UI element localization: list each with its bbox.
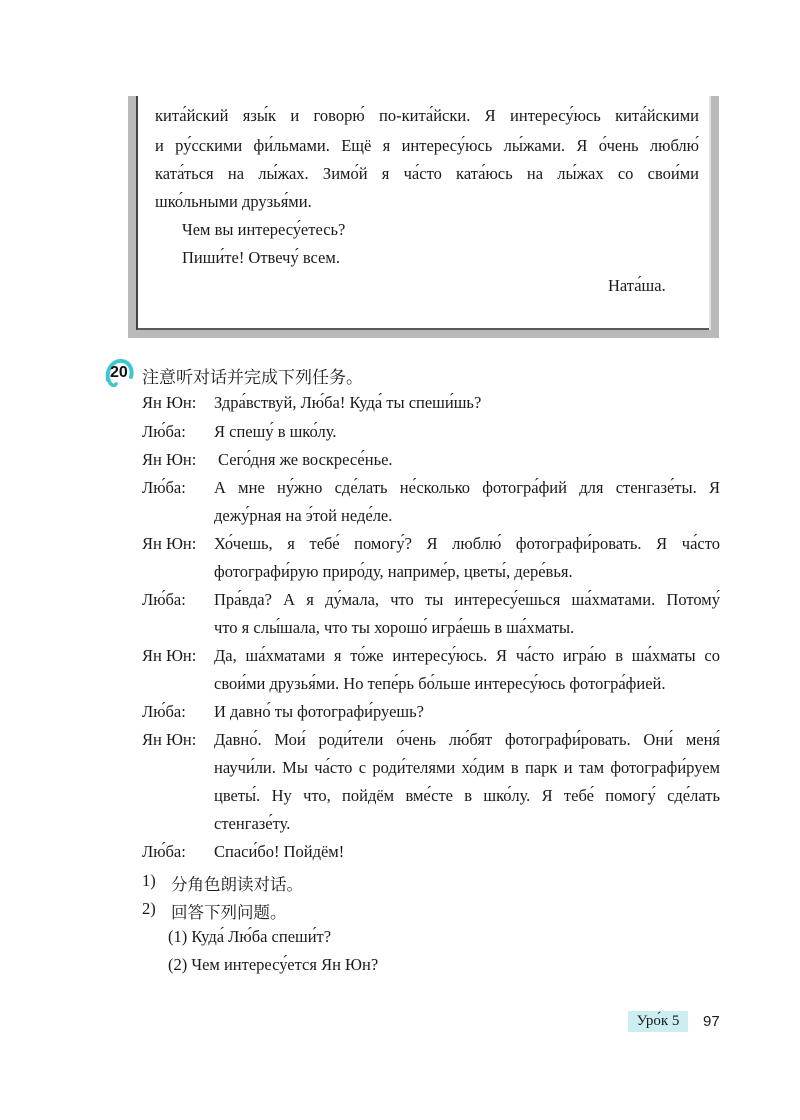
speaker-4: Лю́ба: — [142, 478, 186, 497]
replica-9-line-1: Давно́. Мои́ роди́тели о́чень лю́бят фотографи́ровать. Они́ меня́ — [214, 730, 720, 749]
replica-8: И давно́ ты фотографи́руешь? — [214, 702, 424, 721]
letter-signature: Ната́ша. — [608, 276, 666, 295]
speaker-9: Ян Юн: — [142, 730, 197, 749]
replica-5-line-1: Хо́чешь, я тебе́ помогу́? Я люблю́ фотографи́ровать. Я ча́сто — [214, 534, 720, 553]
speaker-10: Лю́ба: — [142, 842, 186, 861]
replica-9-line-2: научи́ли. Мы ча́сто с роди́телями хо́дим в парк и там фотографи́руем — [214, 758, 720, 777]
lesson-label: Уро́к 5 — [628, 1011, 688, 1032]
replica-7-line-1: Да, ша́хматами я то́же интересу́юсь. Я ча́сто игра́ю в ша́хматы со — [214, 646, 720, 665]
letter-line-4: шко́льными друзья́ми. — [155, 192, 312, 211]
speaker-3: Ян Юн: — [142, 450, 197, 469]
speaker-5: Ян Юн: — [142, 534, 197, 553]
page-number: 97 — [703, 1013, 720, 1030]
letter-box — [128, 96, 719, 338]
letter-line-2: и ру́сскими фи́льмами. Ещё я интересу́юсь лы́жами. Я о́чень люблю́ — [155, 136, 699, 155]
task-1-number: 1) — [142, 871, 156, 890]
task-1-text: 分角色朗读对话。 — [171, 875, 303, 894]
letter-line-5: Чем вы интересу́етесь? — [182, 220, 346, 239]
speaker-1: Ян Юн: — [142, 393, 197, 412]
replica-9-line-4: стенгазе́ту. — [214, 814, 291, 833]
replica-10: Спаси́бо! Пойдём! — [214, 842, 345, 861]
speaker-6: Лю́ба: — [142, 590, 186, 609]
replica-1: Здра́вствуй, Лю́ба! Куда́ ты спеши́шь? — [214, 393, 482, 412]
speaker-7: Ян Юн: — [142, 646, 197, 665]
speaker-2: Лю́ба: — [142, 422, 186, 441]
replica-2: Я спешу́ в шко́лу. — [214, 422, 337, 441]
question-1: (1) Куда́ Лю́ба спеши́т? — [168, 927, 332, 946]
question-2: (2) Чем интересу́ется Ян Юн? — [168, 955, 379, 974]
letter-line-3: ката́ться на лы́жах. Зимо́й я ча́сто ката́юсь на лы́жах со свои́ми — [155, 164, 699, 183]
replica-4-line-1: А мне ну́жно сде́лать не́сколько фотогра́фий для стенгазе́ты. Я — [214, 478, 720, 497]
exercise-instruction: 注意听对话并完成下列任务。 — [142, 368, 363, 387]
replica-3: Сего́дня же воскресе́нье. — [218, 450, 393, 469]
speaker-8: Лю́ба: — [142, 702, 186, 721]
replica-6-line-1: Пра́вда? А я ду́мала, что ты интересу́ешься ша́хматами. Потому́ — [214, 590, 720, 609]
task-2-text: 回答下列问题。 — [171, 903, 287, 922]
task-2-number: 2) — [142, 899, 156, 918]
replica-7-line-2: свои́ми друзья́ми. Но тепе́рь бо́льше интересу́юсь фотогра́фией. — [214, 674, 666, 693]
letter-box-edge — [136, 96, 138, 330]
replica-4-line-2: дежу́рная на э́той неде́ле. — [214, 506, 393, 525]
replica-9-line-3: цветы́. Ну что, пойдём вме́сте в шко́лу. Я тебе́ помогу́ сде́лать — [214, 786, 720, 805]
exercise-number: 20 — [110, 364, 128, 381]
replica-6-line-2: что я слы́шала, что ты хорошо́ игра́ешь в ша́хматы. — [214, 618, 575, 637]
replica-5-line-2: фотографи́рую приро́ду, наприме́р, цветы́, дере́вья. — [214, 562, 573, 581]
letter-line-6: Пиши́те! Отвечу́ всем. — [182, 248, 340, 267]
letter-line-1: кита́йский язы́к и говорю́ по-кита́йски. Я интересу́юсь кита́йскими — [155, 106, 699, 125]
